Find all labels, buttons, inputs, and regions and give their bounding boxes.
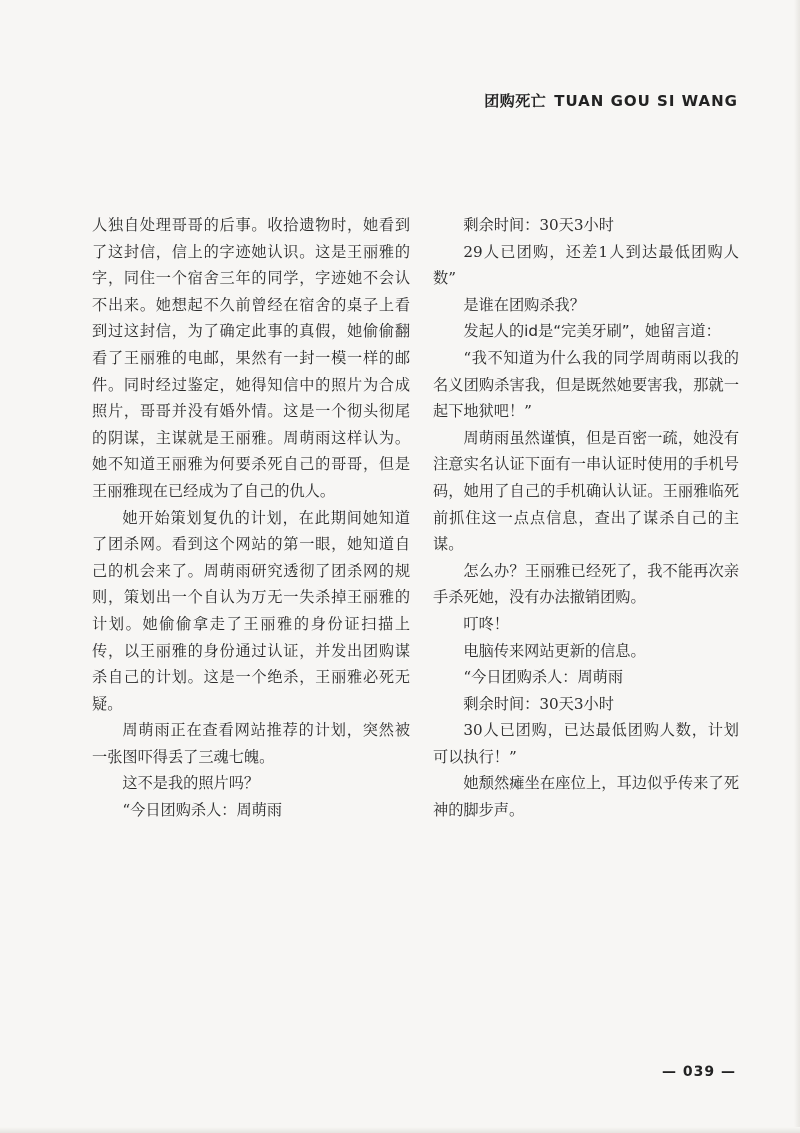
paragraph: 她颓然瘫坐在座位上，耳边似乎传来了死神的脚步声。: [433, 774, 739, 820]
paragraph: 电脑传来网站更新的信息。: [463, 641, 646, 660]
left-column: [92, 212, 410, 824]
quote-paragraph: “我不知道为什么我的同学周萌雨以我的名义团购杀害我，但是既然她要害我，那就一起下地狱吧！”: [433, 348, 739, 421]
paragraph: 怎么办？王丽雅已经死了，我不能再次亲手杀死她，没有办法撤销团购。: [433, 561, 739, 607]
page-edge-shadow: [794, 0, 800, 1133]
paragraph: 发起人的id是“完美牙刷”，她留言道：: [463, 322, 721, 341]
quote-paragraph: 剩余时间：30天3小时: [463, 216, 614, 234]
page-number: — 039 —: [662, 1064, 736, 1080]
header-title-cn: 团购死亡: [484, 92, 547, 110]
right-column: [433, 212, 739, 824]
header-title-latin: TUAN GOU SI WANG: [554, 92, 738, 110]
paragraph: 这不是我的照片吗？: [122, 774, 260, 793]
quote-paragraph: “今日团购杀人：周萌雨: [122, 801, 283, 820]
quote-paragraph: 29人已团购，还差1人到达最低团购人数”: [433, 242, 739, 288]
quote-paragraph: “今日团购杀人：周萌雨: [463, 668, 624, 687]
quote-paragraph: 30人已团购，已达最低团购人数，计划可以执行！”: [433, 721, 739, 766]
page-bottom-shadow: [0, 1127, 800, 1133]
paragraph: 周萌雨虽然谨慎，但是百密一疏，她没有注意实名认证下面有一串认证时使用的手机号码，她用了自己的手机确认认证。王丽雅临死前抓住这一点点信息，查出了谋杀自己的主谋。: [433, 428, 739, 554]
paragraph: 是谁在团购杀我？: [463, 295, 585, 314]
running-header: [484, 90, 738, 111]
paragraph: 叮咚！: [463, 614, 509, 633]
paragraph: 周萌雨正在查看网站推荐的计划，突然被一张图吓得丢了三魂七魄。: [92, 721, 410, 766]
paragraph: 人独自处理哥哥的后事。收拾遗物时，她看到了这封信，信上的字迹她认识。这是王丽雅的字，同住一个宿舍三年的同学，字迹她不会认不出来。她想起不久前曾经在宿舍的桌子上看到过这封信，为了确定此事的真假，她偷偷翻看了王丽雅的电邮，果然有一封一模一样的邮件。同时经过鉴定，她得知信中的照片为合成照片，哥哥并没有婚外情。这是一个彻头彻尾的阴谋，主谋就是王丽雅。周萌雨这样认为。她不知道王丽雅为何要杀死自己的哥哥，但是王丽雅现在已经成为了自己的仇人。: [92, 216, 410, 500]
quote-paragraph: 剩余时间：30天3小时: [463, 694, 614, 713]
paragraph: 她开始策划复仇的计划，在此期间她知道了团杀网。看到这个网站的第一眼，她知道自己的机会来了。周萌雨研究透彻了团杀网的规则，策划出一个自认为万无一失杀掉王丽雅的计划。她偷偷拿走了王丽雅的身份证扫描上传，以王丽雅的身份通过认证，并发出团购谋杀自己的计划。这是一个绝杀，王丽雅必死无疑。: [92, 508, 410, 713]
